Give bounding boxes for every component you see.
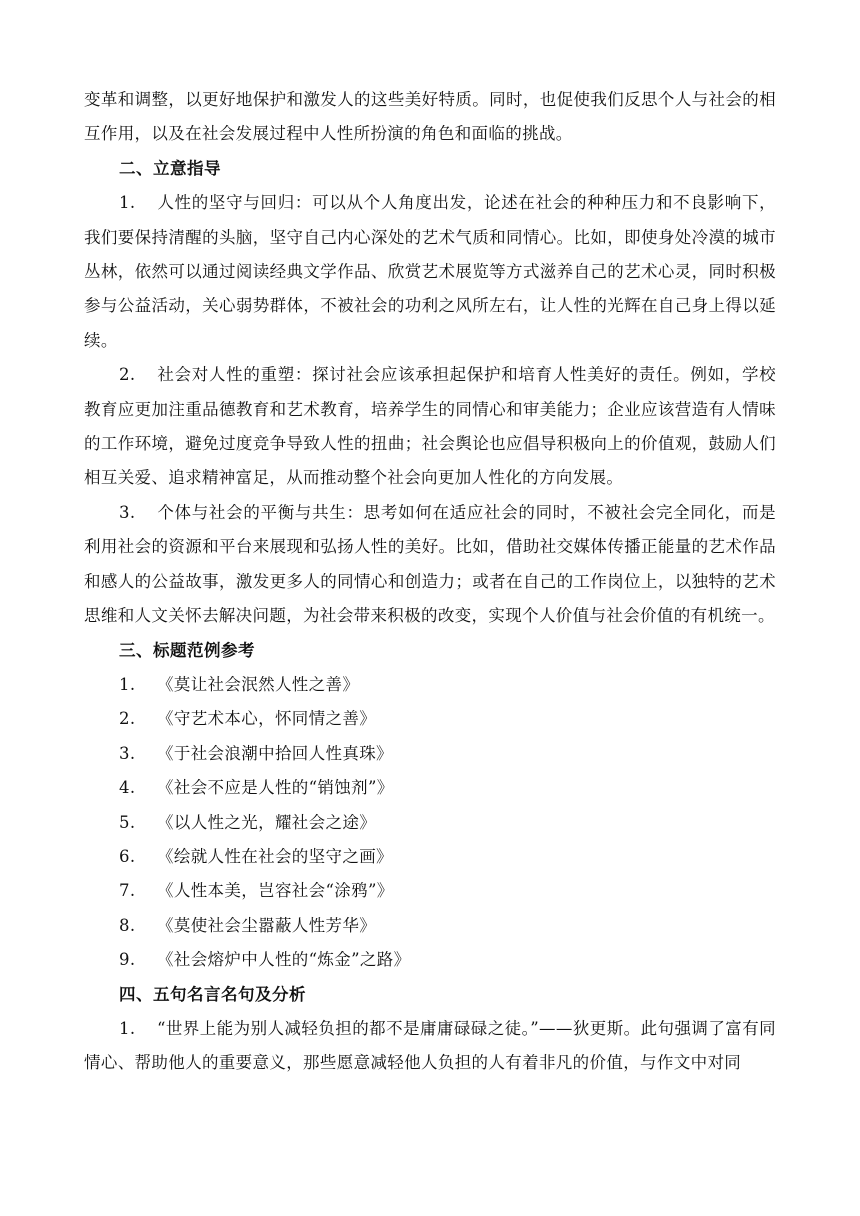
- item-number: 1.: [119, 193, 136, 213]
- item-number: 5.: [119, 812, 136, 832]
- item-text: 个体与社会的平衡与共生：思考如何在适应社会的同时，不被社会完全同化，而是利用社会的资源和平台来展现和弘扬人性的美好。比如，借助社交媒体传播正能量的艺术作品和感人的公益故事，激发更多人的同情心和创造力；或者在自己的工作岗位上，以独特的艺术思维和人文关怀去解决问题，为社会带来积极的改变，实现个人价值与社会价值的有机统一。: [84, 502, 776, 626]
- item-text: 《莫使社会尘嚣蔽人性芳华》: [157, 915, 377, 935]
- guidance-item-2: [84, 358, 776, 496]
- item-number: 3.: [119, 502, 136, 522]
- item-text: 人性的坚守与回归：可以从个人角度出发，论述在社会的种种压力和不良影响下，我们要保持清醒的头脑，坚守自己内心深处的艺术气质和同情心。比如，即使身处冷漠的城市丛林，依然可以通过阅读经典文学作品、欣赏艺术展览等方式滋养自己的艺术心灵，同时积极参与公益活动，关心弱势群体，不被社会的功利之风所左右，让人性的光辉在自己身上得以延续。: [84, 193, 776, 350]
- item-number: 4.: [119, 778, 136, 798]
- guidance-item-3: [84, 496, 776, 634]
- item-number: 7.: [119, 881, 136, 901]
- quote-item-1: [84, 1012, 776, 1081]
- item-number: 1.: [119, 1018, 136, 1038]
- item-text: 《于社会浪潮中拾回人性真珠》: [157, 743, 393, 763]
- title-example-4: [84, 771, 776, 805]
- title-example-5: [84, 806, 776, 840]
- title-example-6: [84, 840, 776, 874]
- item-text: “世界上能为别人减轻负担的都不是庸庸碌碌之徒。”——狄更斯。此句强调了富有同情心、帮助他人的重要意义，那些愿意减轻他人负担的人有着非凡的价值，与作文中对同: [84, 1018, 776, 1073]
- item-text: 《人性本美，岂容社会“涂鸦”》: [157, 881, 394, 901]
- item-text: 《绘就人性在社会的坚守之画》: [157, 846, 393, 866]
- title-example-7: [84, 874, 776, 908]
- item-text: 社会对人性的重塑：探讨社会应该承担起保护和培育人性美好的责任。例如，学校教育应更加注重品德教育和艺术教育，培养学生的同情心和审美能力；企业应该营造有人情味的工作环境，避免过度竞争导致人性的扭曲；社会舆论也应倡导积极向上的价值观，鼓励人们相互关爱、追求精神富足，从而推动整个社会向更加人性化的方向发展。: [84, 365, 776, 488]
- item-text: 《莫让社会泯然人性之善》: [157, 674, 360, 694]
- item-text: 《以人性之光，耀社会之途》: [157, 812, 377, 832]
- item-number: 2.: [119, 709, 136, 729]
- item-number: 1.: [119, 674, 136, 694]
- item-number: 9.: [119, 950, 136, 970]
- section-heading-guidance: 二、立意指导: [119, 158, 221, 178]
- item-text: 《守艺术本心，怀同情之善》: [157, 709, 377, 729]
- title-example-3: [84, 737, 776, 771]
- title-example-8: [84, 909, 776, 943]
- title-example-2: [84, 702, 776, 736]
- item-number: 6.: [119, 846, 136, 866]
- title-example-1: [84, 668, 776, 702]
- item-text: 《社会不应是人性的“销蚀剂”》: [157, 778, 394, 798]
- intro-continuation-paragraph: 变革和调整，以更好地保护和激发人的这些美好特质。同时，也促使我们反思个人与社会的相互作用，以及在社会发展过程中人性所扮演的角色和面临的挑战。: [84, 90, 776, 144]
- item-number: 3.: [119, 743, 136, 763]
- title-example-9: [84, 943, 776, 977]
- guidance-item-1: [84, 186, 776, 358]
- section-heading-title-examples: 三、标题范例参考: [119, 640, 255, 660]
- item-number: 2.: [119, 365, 136, 385]
- item-text: 《社会熔炉中人性的“炼金”之路》: [157, 950, 411, 970]
- section-heading-quotes: 四、五句名言名句及分析: [119, 984, 306, 1004]
- item-number: 8.: [119, 915, 136, 935]
